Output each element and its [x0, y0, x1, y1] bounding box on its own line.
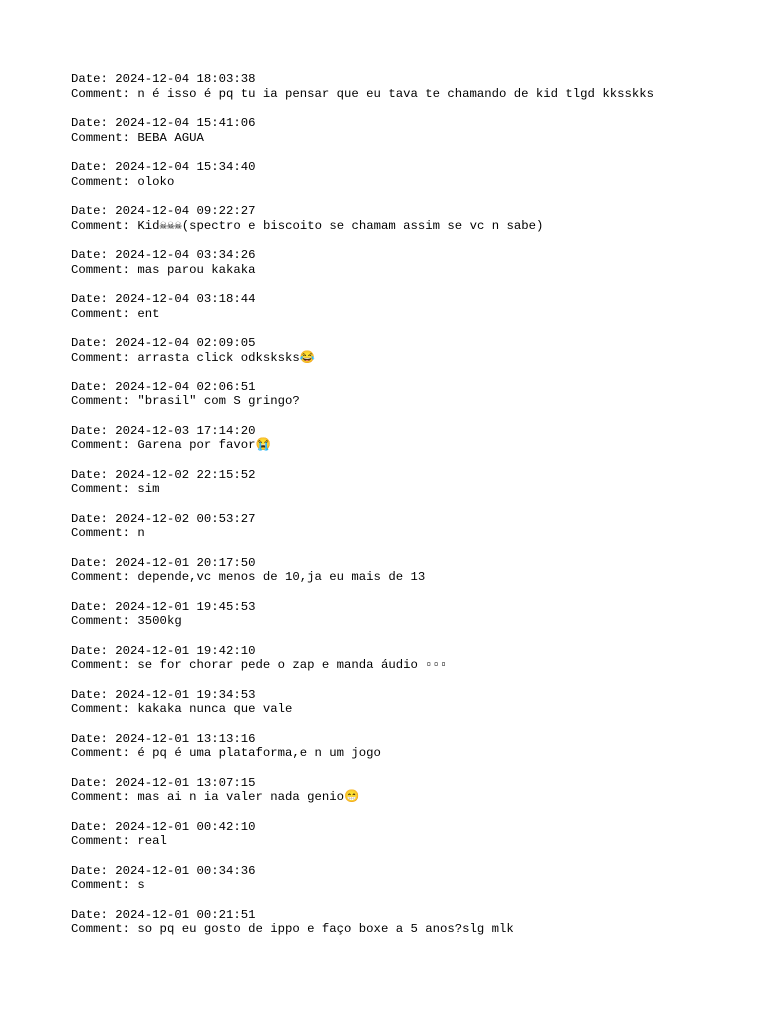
comment-text: mas ai n ia valer nada genio😁	[137, 790, 360, 805]
comment-entry	[71, 908, 751, 937]
date-label: Date:	[71, 643, 116, 658]
date-line	[71, 908, 751, 923]
comment-label: Comment:	[71, 438, 138, 453]
date-label: Date:	[71, 72, 116, 86]
comment-label: Comment:	[71, 790, 138, 805]
date-value: 2024-12-01 20:17:50	[115, 555, 256, 570]
date-label: Date:	[71, 247, 116, 262]
comment-text: arrasta click odksksks😂	[137, 350, 316, 365]
date-label: Date:	[71, 379, 116, 394]
comment-entry	[71, 336, 751, 365]
date-line	[71, 72, 751, 87]
date-line	[71, 600, 751, 615]
comment-entry	[71, 160, 751, 189]
comment-text: real	[137, 834, 167, 849]
comment-line	[71, 175, 751, 190]
comment-line	[71, 131, 751, 146]
comment-label: Comment:	[71, 394, 138, 409]
date-label: Date:	[71, 511, 116, 526]
date-value: 2024-12-01 13:13:16	[115, 731, 256, 746]
date-value: 2024-12-01 13:07:15	[115, 775, 256, 790]
comment-text: BEBA AGUA	[137, 130, 204, 145]
date-value: 2024-12-04 03:18:44	[115, 291, 256, 306]
date-line	[71, 160, 751, 175]
comment-text: 3500kg	[137, 614, 182, 629]
comment-entry	[71, 248, 751, 277]
comment-line	[71, 394, 751, 409]
comment-entry	[71, 204, 751, 233]
comment-entry	[71, 468, 751, 497]
date-line	[71, 512, 751, 527]
date-value: 2024-12-04 09:22:27	[115, 203, 256, 218]
date-label: Date:	[71, 819, 116, 834]
comment-text: s	[137, 878, 145, 893]
date-label: Date:	[71, 863, 116, 878]
date-value: 2024-12-02 00:53:27	[115, 511, 256, 526]
comment-line	[71, 922, 751, 937]
comment-label: Comment:	[71, 86, 138, 101]
date-line	[71, 380, 751, 395]
comment-text: é pq é uma plataforma,e n um jogo	[137, 746, 381, 761]
date-value: 2024-12-04 15:41:06	[115, 115, 256, 130]
comment-line	[71, 263, 751, 278]
date-value: 2024-12-01 19:45:53	[115, 599, 256, 614]
comment-text: ent	[137, 306, 160, 321]
comment-label: Comment:	[71, 570, 138, 585]
comment-entry	[71, 600, 751, 629]
date-line	[71, 644, 751, 659]
comment-label: Comment:	[71, 526, 138, 541]
comment-entry	[71, 424, 751, 453]
comment-line	[71, 307, 751, 322]
comment-text: mas parou kakaka	[137, 262, 256, 277]
date-line	[71, 292, 751, 307]
comment-text: so pq eu gosto de ippo e faço boxe a 5 anos?slg mlk	[137, 922, 514, 937]
comment-label: Comment:	[71, 702, 138, 717]
comment-text: oloko	[137, 174, 175, 189]
comment-label: Comment:	[71, 262, 138, 277]
comment-label: Comment:	[71, 482, 138, 497]
date-label: Date:	[71, 775, 116, 790]
date-label: Date:	[71, 599, 116, 614]
comment-line	[71, 878, 751, 893]
date-value: 2024-12-04 18:03:38	[115, 72, 256, 86]
comment-text: n	[137, 526, 145, 541]
comment-line	[71, 570, 751, 585]
comment-entry	[71, 688, 751, 717]
comment-text: n é isso é pq tu ia pensar que eu tava te chamando de kid tlgd kksskks	[137, 86, 654, 101]
comment-entry	[71, 72, 751, 101]
comment-line	[71, 658, 751, 673]
comment-text: se for chorar pede o zap e manda áudio ▫▫▫	[137, 658, 448, 673]
comment-entry	[71, 512, 751, 541]
comment-label: Comment:	[71, 130, 138, 145]
comment-label: Comment:	[71, 834, 138, 849]
comment-entry	[71, 292, 751, 321]
comment-line	[71, 482, 751, 497]
comment-line	[71, 219, 751, 234]
date-value: 2024-12-04 02:09:05	[115, 335, 256, 350]
comment-entry	[71, 644, 751, 673]
date-line	[71, 424, 751, 439]
date-label: Date:	[71, 335, 116, 350]
comment-label: Comment:	[71, 350, 138, 365]
comment-label: Comment:	[71, 174, 138, 189]
comment-label: Comment:	[71, 306, 138, 321]
date-label: Date:	[71, 159, 116, 174]
date-line	[71, 864, 751, 879]
date-value: 2024-12-03 17:14:20	[115, 423, 256, 438]
date-value: 2024-12-04 15:34:40	[115, 159, 256, 174]
comment-line	[71, 526, 751, 541]
date-label: Date:	[71, 555, 116, 570]
date-value: 2024-12-04 03:34:26	[115, 247, 256, 262]
date-label: Date:	[71, 115, 116, 130]
comment-label: Comment:	[71, 218, 138, 233]
date-label: Date:	[71, 423, 116, 438]
comment-text: Kid☠☠☠(spectro e biscoito se chamam assim se vc n sabe)	[137, 218, 544, 233]
date-label: Date:	[71, 467, 116, 482]
comment-text: depende,vc menos de 10,ja eu mais de 13	[137, 570, 426, 585]
comment-label: Comment:	[71, 746, 138, 761]
comment-line	[71, 746, 751, 761]
date-value: 2024-12-01 19:42:10	[115, 643, 256, 658]
date-line	[71, 732, 751, 747]
comment-entry	[71, 116, 751, 145]
date-value: 2024-12-01 19:34:53	[115, 687, 256, 702]
comment-line	[71, 790, 751, 805]
comment-text: Garena por favor😭	[137, 438, 271, 453]
date-line	[71, 116, 751, 131]
date-line	[71, 556, 751, 571]
comment-line	[71, 351, 751, 366]
comment-line	[71, 438, 751, 453]
date-label: Date:	[71, 731, 116, 746]
date-label: Date:	[71, 907, 116, 922]
comment-label: Comment:	[71, 922, 138, 937]
date-value: 2024-12-02 22:15:52	[115, 467, 256, 482]
date-value: 2024-12-01 00:21:51	[115, 907, 256, 922]
date-value: 2024-12-01 00:42:10	[115, 819, 256, 834]
date-line	[71, 204, 751, 219]
comment-entry	[71, 556, 751, 585]
date-line	[71, 688, 751, 703]
comment-text: kakaka nunca que vale	[137, 702, 293, 717]
comment-text: "brasil" com S gringo?	[137, 394, 300, 409]
date-value: 2024-12-04 02:06:51	[115, 379, 256, 394]
date-label: Date:	[71, 203, 116, 218]
comment-label: Comment:	[71, 658, 138, 673]
comment-entry	[71, 380, 751, 409]
comment-label: Comment:	[71, 878, 138, 893]
date-line	[71, 776, 751, 791]
date-label: Date:	[71, 291, 116, 306]
comment-entry	[71, 864, 751, 893]
comment-line	[71, 834, 751, 849]
comment-log	[71, 72, 751, 952]
date-label: Date:	[71, 687, 116, 702]
comment-line	[71, 702, 751, 717]
date-line	[71, 248, 751, 263]
comment-entry	[71, 776, 751, 805]
date-line	[71, 336, 751, 351]
comment-entry	[71, 732, 751, 761]
comment-text: sim	[137, 482, 160, 497]
comment-label: Comment:	[71, 614, 138, 629]
comment-entry	[71, 820, 751, 849]
date-value: 2024-12-01 00:34:36	[115, 863, 256, 878]
date-line	[71, 468, 751, 483]
date-line	[71, 820, 751, 835]
comment-line	[71, 614, 751, 629]
comment-line	[71, 87, 751, 102]
